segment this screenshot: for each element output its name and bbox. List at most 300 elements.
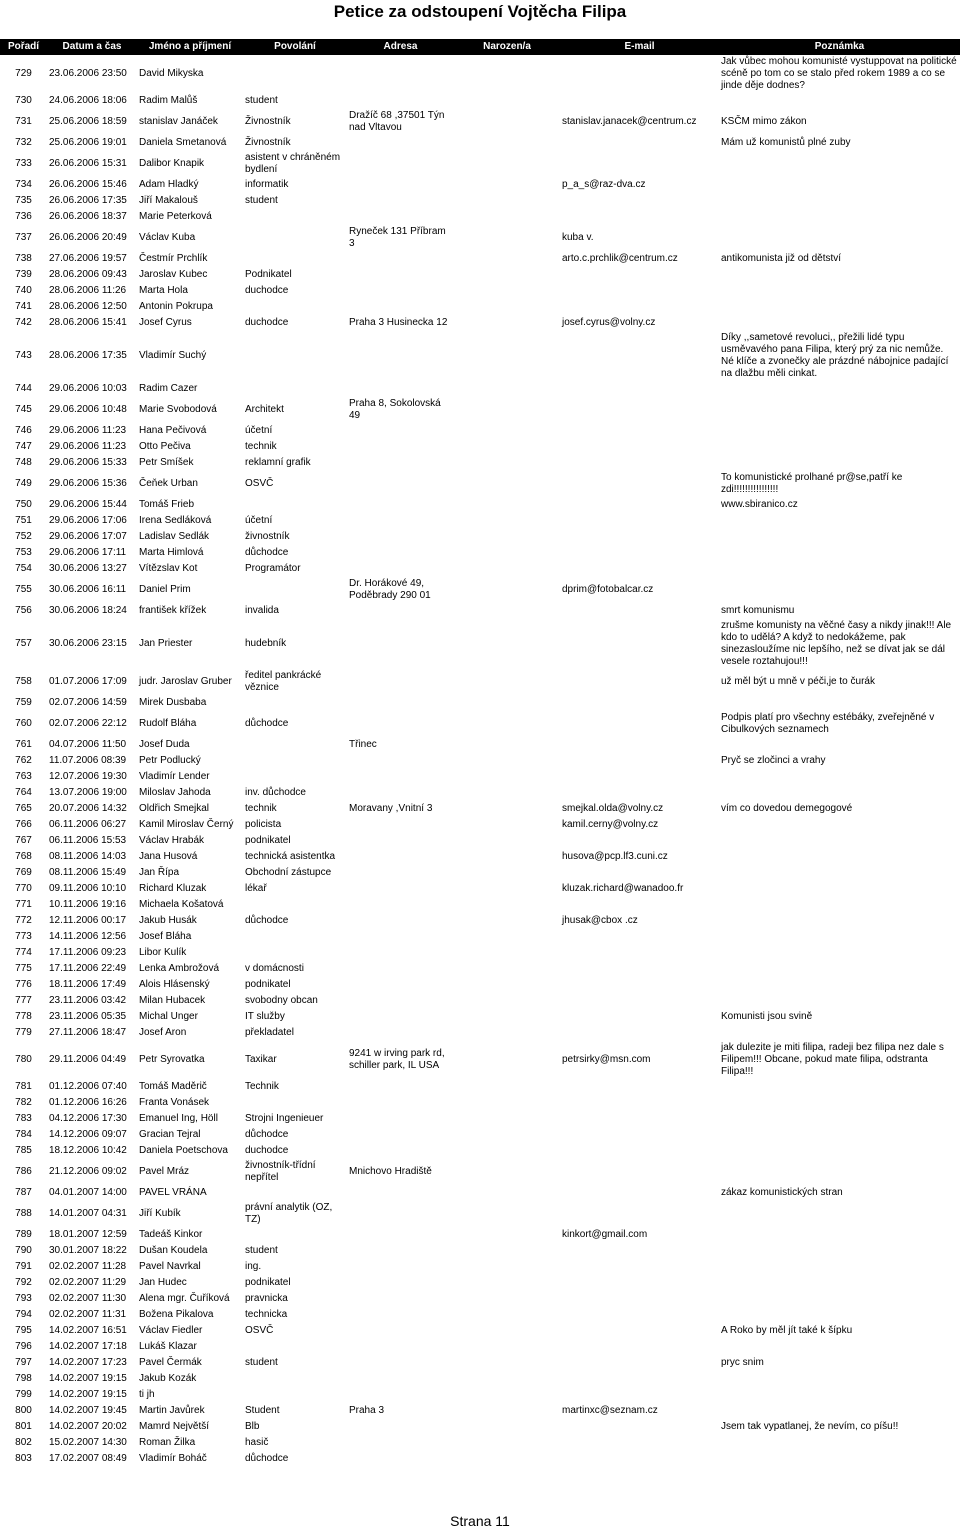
cell-name: Jakub Kozák	[139, 1373, 197, 1384]
cell-order: 787	[15, 1187, 32, 1198]
column-header-datetime: Datum a čas	[47, 39, 137, 55]
cell-order: 777	[15, 995, 32, 1006]
cell-address	[347, 1307, 454, 1323]
cell-name: stanislav Janáček	[139, 116, 218, 127]
table-row	[0, 1451, 960, 1467]
cell-occupation: duchodce	[245, 1145, 289, 1156]
table-row	[0, 397, 960, 423]
cell-address	[347, 1127, 454, 1143]
cell-note	[719, 695, 960, 711]
cell-name: Tadeáš Kinkor	[139, 1229, 203, 1240]
cell-occupation	[243, 945, 347, 961]
cell-note	[719, 545, 960, 561]
cell-occupation: Obchodní zástupce	[245, 867, 332, 878]
cell-email: kinkort@gmail.com	[562, 1229, 648, 1240]
cell-born	[454, 455, 560, 471]
cell-note	[719, 1127, 960, 1143]
cell-order: 784	[15, 1129, 32, 1140]
table-row	[0, 801, 960, 817]
cell-born	[454, 397, 560, 423]
cell-address	[347, 1451, 454, 1467]
cell-note	[719, 929, 960, 945]
cell-email	[560, 1371, 719, 1387]
cell-datetime: 23.11.2006 05:35	[49, 1011, 127, 1022]
cell-email: petrsirky@msn.com	[562, 1054, 651, 1065]
cell-occupation: Technik	[245, 1081, 279, 1092]
cell-occupation: důchodce	[245, 547, 289, 558]
cell-born	[454, 695, 560, 711]
cell-occupation: podnikatel	[245, 979, 291, 990]
cell-name: Radim Malůš	[139, 95, 198, 106]
cell-note	[719, 865, 960, 881]
cell-order: 729	[15, 68, 32, 79]
cell-email: p_a_s@raz-dva.cz	[562, 179, 646, 190]
table-row	[0, 1275, 960, 1291]
cell-occupation: hasič	[245, 1437, 269, 1448]
cell-datetime: 13.07.2006 19:00	[49, 787, 127, 798]
cell-address	[347, 331, 454, 381]
cell-email	[560, 471, 719, 497]
cell-occupation: lékař	[245, 883, 267, 894]
table-row	[0, 299, 960, 315]
cell-datetime: 29.06.2006 15:33	[49, 457, 127, 468]
cell-occupation: podnikatel	[245, 835, 291, 846]
cell-note: antikomunista již od dětství	[721, 253, 842, 264]
cell-name: Václav Kuba	[139, 232, 196, 243]
cell-name: Tomáš Frieb	[139, 499, 195, 510]
cell-born	[454, 299, 560, 315]
cell-occupation: student	[245, 1357, 278, 1368]
cell-name: Mamrd Největší	[139, 1421, 210, 1432]
cell-born	[454, 785, 560, 801]
cell-email	[560, 1127, 719, 1143]
cell-note	[719, 977, 960, 993]
cell-born	[454, 669, 560, 695]
cell-occupation: technicka	[245, 1309, 288, 1320]
cell-email	[560, 1143, 719, 1159]
cell-datetime: 29.06.2006 11:23	[49, 441, 127, 452]
cell-occupation: OSVČ	[245, 478, 274, 489]
table-row	[0, 455, 960, 471]
cell-note: A Roko by měl jít také k šípku	[721, 1325, 853, 1336]
cell-email	[560, 1259, 719, 1275]
cell-datetime: 15.02.2007 14:30	[49, 1437, 127, 1448]
cell-born	[454, 1387, 560, 1403]
cell-born	[454, 93, 560, 109]
table-row	[0, 711, 960, 737]
cell-name: judr. Jaroslav Gruber	[139, 676, 232, 687]
table-row	[0, 669, 960, 695]
cell-address	[347, 977, 454, 993]
cell-email	[560, 331, 719, 381]
cell-occupation	[243, 753, 347, 769]
cell-name: David Mikyska	[139, 68, 204, 79]
cell-datetime: 09.11.2006 10:10	[49, 883, 127, 894]
cell-order: 779	[15, 1027, 32, 1038]
cell-email	[560, 1079, 719, 1095]
cell-note: pryc snim	[721, 1357, 764, 1368]
cell-address: 9241 w irving park rd, schiller park, IL USA	[349, 1048, 445, 1071]
table-row	[0, 251, 960, 267]
cell-email	[560, 267, 719, 283]
cell-datetime: 26.06.2006 15:31	[49, 158, 127, 169]
cell-name: Otto Pečiva	[139, 441, 191, 452]
cell-note: už měl být u mně v péči,je to čurák	[721, 676, 875, 687]
table-row	[0, 497, 960, 513]
cell-order: 742	[15, 317, 32, 328]
cell-order: 782	[15, 1097, 32, 1108]
table-row	[0, 1079, 960, 1095]
cell-born	[454, 381, 560, 397]
cell-email: dprim@fotobalcar.cz	[562, 584, 654, 595]
cell-datetime: 04.12.2006 17:30	[49, 1113, 127, 1124]
table-row	[0, 865, 960, 881]
cell-datetime: 26.06.2006 20:49	[49, 232, 127, 243]
cell-occupation	[243, 331, 347, 381]
cell-occupation: podnikatel	[245, 1277, 291, 1288]
cell-name: Lenka Ambrožová	[139, 963, 220, 974]
cell-note	[719, 1371, 960, 1387]
cell-born	[454, 833, 560, 849]
cell-note	[719, 177, 960, 193]
cell-note	[719, 1275, 960, 1291]
cell-datetime: 02.02.2007 11:29	[49, 1277, 127, 1288]
cell-born	[454, 497, 560, 513]
cell-datetime: 02.02.2007 11:28	[49, 1261, 127, 1272]
cell-occupation: živnostník	[245, 531, 290, 542]
cell-name: Dušan Koudela	[139, 1245, 208, 1256]
cell-datetime: 28.06.2006 09:43	[49, 269, 127, 280]
cell-datetime: 29.06.2006 17:11	[49, 547, 127, 558]
cell-address	[347, 961, 454, 977]
table-row	[0, 1009, 960, 1025]
cell-name: Kamil Miroslav Černý	[139, 819, 234, 830]
cell-order: 776	[15, 979, 32, 990]
cell-name: Jaroslav Kubec	[139, 269, 208, 280]
cell-datetime: 24.06.2006 18:06	[49, 95, 127, 106]
cell-born	[454, 1185, 560, 1201]
cell-occupation	[243, 897, 347, 913]
cell-born	[454, 1259, 560, 1275]
cell-occupation	[243, 769, 347, 785]
cell-datetime: 14.12.2006 09:07	[49, 1129, 127, 1140]
cell-order: 786	[15, 1166, 32, 1177]
cell-order: 741	[15, 301, 32, 312]
cell-order: 730	[15, 95, 32, 106]
cell-occupation: překladatel	[245, 1027, 294, 1038]
cell-order: 758	[15, 676, 32, 687]
cell-email	[560, 1451, 719, 1467]
cell-order: 800	[15, 1405, 32, 1416]
cell-datetime: 14.11.2006 12:56	[49, 931, 127, 942]
cell-email	[560, 561, 719, 577]
cell-occupation: Programátor	[245, 563, 301, 574]
cell-born	[454, 109, 560, 135]
cell-name: Petr Podlucký	[139, 755, 201, 766]
cell-note: zrušme komunisty na věčné časy a nikdy jinak!!! Ale kdo to udělá? A když to nedokážeme, pak sinezasloužíme nic lepšího, než se dívat jak se dál vesele roztahujou!!!	[721, 620, 952, 667]
cell-datetime: 01.12.2006 07:40	[49, 1081, 127, 1092]
cell-order: 749	[15, 478, 32, 489]
column-header-born: Narozen/a	[454, 39, 560, 55]
cell-occupation	[243, 251, 347, 267]
cell-order: 757	[15, 638, 32, 649]
cell-address	[347, 1095, 454, 1111]
cell-name: Rudolf Bláha	[139, 718, 197, 729]
cell-occupation: svobodny obcan	[245, 995, 318, 1006]
cell-born	[454, 209, 560, 225]
cell-datetime: 14.02.2007 19:15	[49, 1373, 127, 1384]
cell-note	[719, 1403, 960, 1419]
cell-born	[454, 961, 560, 977]
cell-occupation	[243, 1095, 347, 1111]
cell-name: Gracian Tejral	[139, 1129, 201, 1140]
cell-born	[454, 1227, 560, 1243]
cell-datetime: 29.06.2006 17:07	[49, 531, 127, 542]
cell-datetime: 26.06.2006 18:37	[49, 211, 127, 222]
cell-note: vím co dovedou demegogové	[721, 803, 853, 814]
cell-address	[347, 455, 454, 471]
cell-address	[347, 1419, 454, 1435]
table-row	[0, 1159, 960, 1185]
cell-address	[347, 1111, 454, 1127]
cell-born	[454, 977, 560, 993]
cell-datetime: 29.06.2006 10:48	[49, 404, 127, 415]
cell-address	[347, 529, 454, 545]
cell-note	[719, 785, 960, 801]
cell-note: zákaz komunistických stran	[721, 1187, 843, 1198]
cell-note	[719, 1451, 960, 1467]
cell-order: 752	[15, 531, 32, 542]
page-footer: Strana 11	[450, 1513, 510, 1529]
cell-order: 768	[15, 851, 32, 862]
cell-occupation: duchodce	[245, 317, 289, 328]
cell-note	[719, 1079, 960, 1095]
cell-note	[719, 561, 960, 577]
cell-note	[719, 267, 960, 283]
cell-address	[347, 471, 454, 497]
cell-address	[347, 1201, 454, 1227]
cell-name: Čeňek Urban	[139, 478, 198, 489]
cell-datetime: 26.06.2006 15:46	[49, 179, 127, 190]
cell-name: Jan Priester	[139, 638, 193, 649]
cell-note	[719, 817, 960, 833]
cell-datetime: 08.11.2006 15:49	[49, 867, 127, 878]
cell-occupation: ředitel pankrácké věznice	[245, 670, 322, 693]
cell-occupation	[243, 55, 347, 93]
table-row	[0, 913, 960, 929]
cell-note	[719, 737, 960, 753]
cell-name: Pavel Mráz	[139, 1166, 190, 1177]
cell-born	[454, 315, 560, 331]
cell-occupation	[243, 1339, 347, 1355]
cell-order: 738	[15, 253, 32, 264]
cell-name: Lukáš Klazar	[139, 1341, 197, 1352]
cell-email	[560, 1009, 719, 1025]
table-row	[0, 1419, 960, 1435]
table-row	[0, 331, 960, 381]
table-row	[0, 993, 960, 1009]
cell-born	[454, 1291, 560, 1307]
cell-born	[454, 283, 560, 299]
cell-name: Hana Pečivová	[139, 425, 207, 436]
cell-order: 765	[15, 803, 32, 814]
table-row	[0, 545, 960, 561]
cell-address: Třinec	[349, 739, 377, 750]
cell-name: Božena Pikalova	[139, 1309, 214, 1320]
cell-name: Martin Javůrek	[139, 1405, 205, 1416]
table-row	[0, 1259, 960, 1275]
cell-note: Mám už komunistů plné zuby	[721, 137, 851, 148]
cell-note	[719, 529, 960, 545]
cell-name: Daniela Poetschova	[139, 1145, 228, 1156]
cell-order: 767	[15, 835, 32, 846]
cell-datetime: 17.02.2007 08:49	[49, 1453, 127, 1464]
cell-email	[560, 769, 719, 785]
cell-name: Alois Hlásenský	[139, 979, 210, 990]
cell-note	[719, 151, 960, 177]
cell-born	[454, 331, 560, 381]
cell-email	[560, 1095, 719, 1111]
cell-datetime: 01.07.2006 17:09	[49, 676, 127, 687]
cell-order: 739	[15, 269, 32, 280]
cell-occupation: policista	[245, 819, 282, 830]
cell-name: Vítězslav Kot	[139, 563, 198, 574]
cell-order: 753	[15, 547, 32, 558]
cell-occupation: důchodce	[245, 915, 289, 926]
cell-address	[347, 711, 454, 737]
table-row	[0, 753, 960, 769]
cell-born	[454, 897, 560, 913]
cell-note	[719, 1227, 960, 1243]
petition-table	[0, 39, 960, 1467]
cell-email	[560, 497, 719, 513]
cell-address: Praha 3 Husinecka 12	[349, 317, 448, 328]
table-row	[0, 785, 960, 801]
table-row	[0, 961, 960, 977]
cell-name: Václav Fiedler	[139, 1325, 203, 1336]
table-row	[0, 1371, 960, 1387]
cell-note	[719, 881, 960, 897]
cell-address	[347, 209, 454, 225]
cell-name: Josef Bláha	[139, 931, 192, 942]
cell-email	[560, 55, 719, 93]
cell-email	[560, 929, 719, 945]
cell-born	[454, 769, 560, 785]
cell-address	[347, 1355, 454, 1371]
cell-email: josef.cyrus@volny.cz	[562, 317, 656, 328]
cell-occupation	[243, 1371, 347, 1387]
cell-datetime: 17.11.2006 22:49	[49, 963, 127, 974]
cell-born	[454, 1079, 560, 1095]
cell-born	[454, 1451, 560, 1467]
cell-born	[454, 55, 560, 93]
cell-name: PAVEL VRÁNA	[139, 1187, 207, 1198]
cell-datetime: 30.06.2006 23:15	[49, 638, 127, 649]
table-row	[0, 471, 960, 497]
cell-email: husova@pcp.lf3.cuni.cz	[562, 851, 668, 862]
table-row	[0, 1025, 960, 1041]
cell-datetime: 02.02.2007 11:31	[49, 1309, 127, 1320]
cell-datetime: 25.06.2006 18:59	[49, 116, 127, 127]
cell-born	[454, 1275, 560, 1291]
cell-name: Richard Kluzak	[139, 883, 207, 894]
cell-address	[347, 695, 454, 711]
cell-email	[560, 283, 719, 299]
cell-order: 737	[15, 232, 32, 243]
cell-born	[454, 929, 560, 945]
cell-note	[719, 1159, 960, 1185]
cell-born	[454, 1201, 560, 1227]
cell-order: 756	[15, 605, 32, 616]
cell-datetime: 28.06.2006 11:26	[49, 285, 127, 296]
cell-occupation: právní analytik (OZ, TZ)	[245, 1202, 333, 1225]
cell-datetime: 29.06.2006 15:36	[49, 478, 127, 489]
cell-address	[347, 897, 454, 913]
cell-name: Daniela Smetanová	[139, 137, 227, 148]
cell-datetime: 08.11.2006 14:03	[49, 851, 127, 862]
cell-datetime: 28.06.2006 17:35	[49, 350, 127, 361]
cell-email	[560, 455, 719, 471]
table-row	[0, 1323, 960, 1339]
cell-datetime: 29.06.2006 15:44	[49, 499, 127, 510]
cell-order: 781	[15, 1081, 32, 1092]
table-row	[0, 737, 960, 753]
cell-note	[719, 299, 960, 315]
cell-born	[454, 993, 560, 1009]
cell-email	[560, 619, 719, 669]
cell-occupation	[243, 737, 347, 753]
cell-order: 769	[15, 867, 32, 878]
cell-address	[347, 1371, 454, 1387]
cell-address	[347, 193, 454, 209]
table-row	[0, 1435, 960, 1451]
cell-order: 791	[15, 1261, 32, 1272]
cell-occupation	[243, 299, 347, 315]
cell-note	[719, 423, 960, 439]
cell-address	[347, 251, 454, 267]
cell-address	[347, 1259, 454, 1275]
cell-note: smrt komunismu	[721, 605, 795, 616]
cell-order: 763	[15, 771, 32, 782]
cell-datetime: 04.01.2007 14:00	[49, 1187, 127, 1198]
cell-address	[347, 769, 454, 785]
cell-note	[719, 1095, 960, 1111]
cell-name: Marta Himlová	[139, 547, 204, 558]
cell-address	[347, 283, 454, 299]
cell-born	[454, 439, 560, 455]
cell-email	[560, 209, 719, 225]
cell-order: 790	[15, 1245, 32, 1256]
cell-address	[347, 993, 454, 1009]
cell-occupation: Blb	[245, 1421, 260, 1432]
table-row	[0, 1355, 960, 1371]
cell-email	[560, 193, 719, 209]
cell-born	[454, 603, 560, 619]
cell-born	[454, 193, 560, 209]
cell-email: kluzak.richard@wanadoo.fr	[562, 883, 684, 894]
table-row	[0, 577, 960, 603]
cell-datetime: 14.02.2007 17:18	[49, 1341, 127, 1352]
cell-occupation: živnostník-třídní nepřítel	[245, 1160, 316, 1183]
cell-note	[719, 93, 960, 109]
cell-datetime: 18.12.2006 10:42	[49, 1145, 127, 1156]
table-row	[0, 135, 960, 151]
cell-order: 798	[15, 1373, 32, 1384]
cell-note	[719, 209, 960, 225]
cell-note	[719, 945, 960, 961]
cell-email	[560, 299, 719, 315]
cell-name: Jiří Makalouš	[139, 195, 198, 206]
